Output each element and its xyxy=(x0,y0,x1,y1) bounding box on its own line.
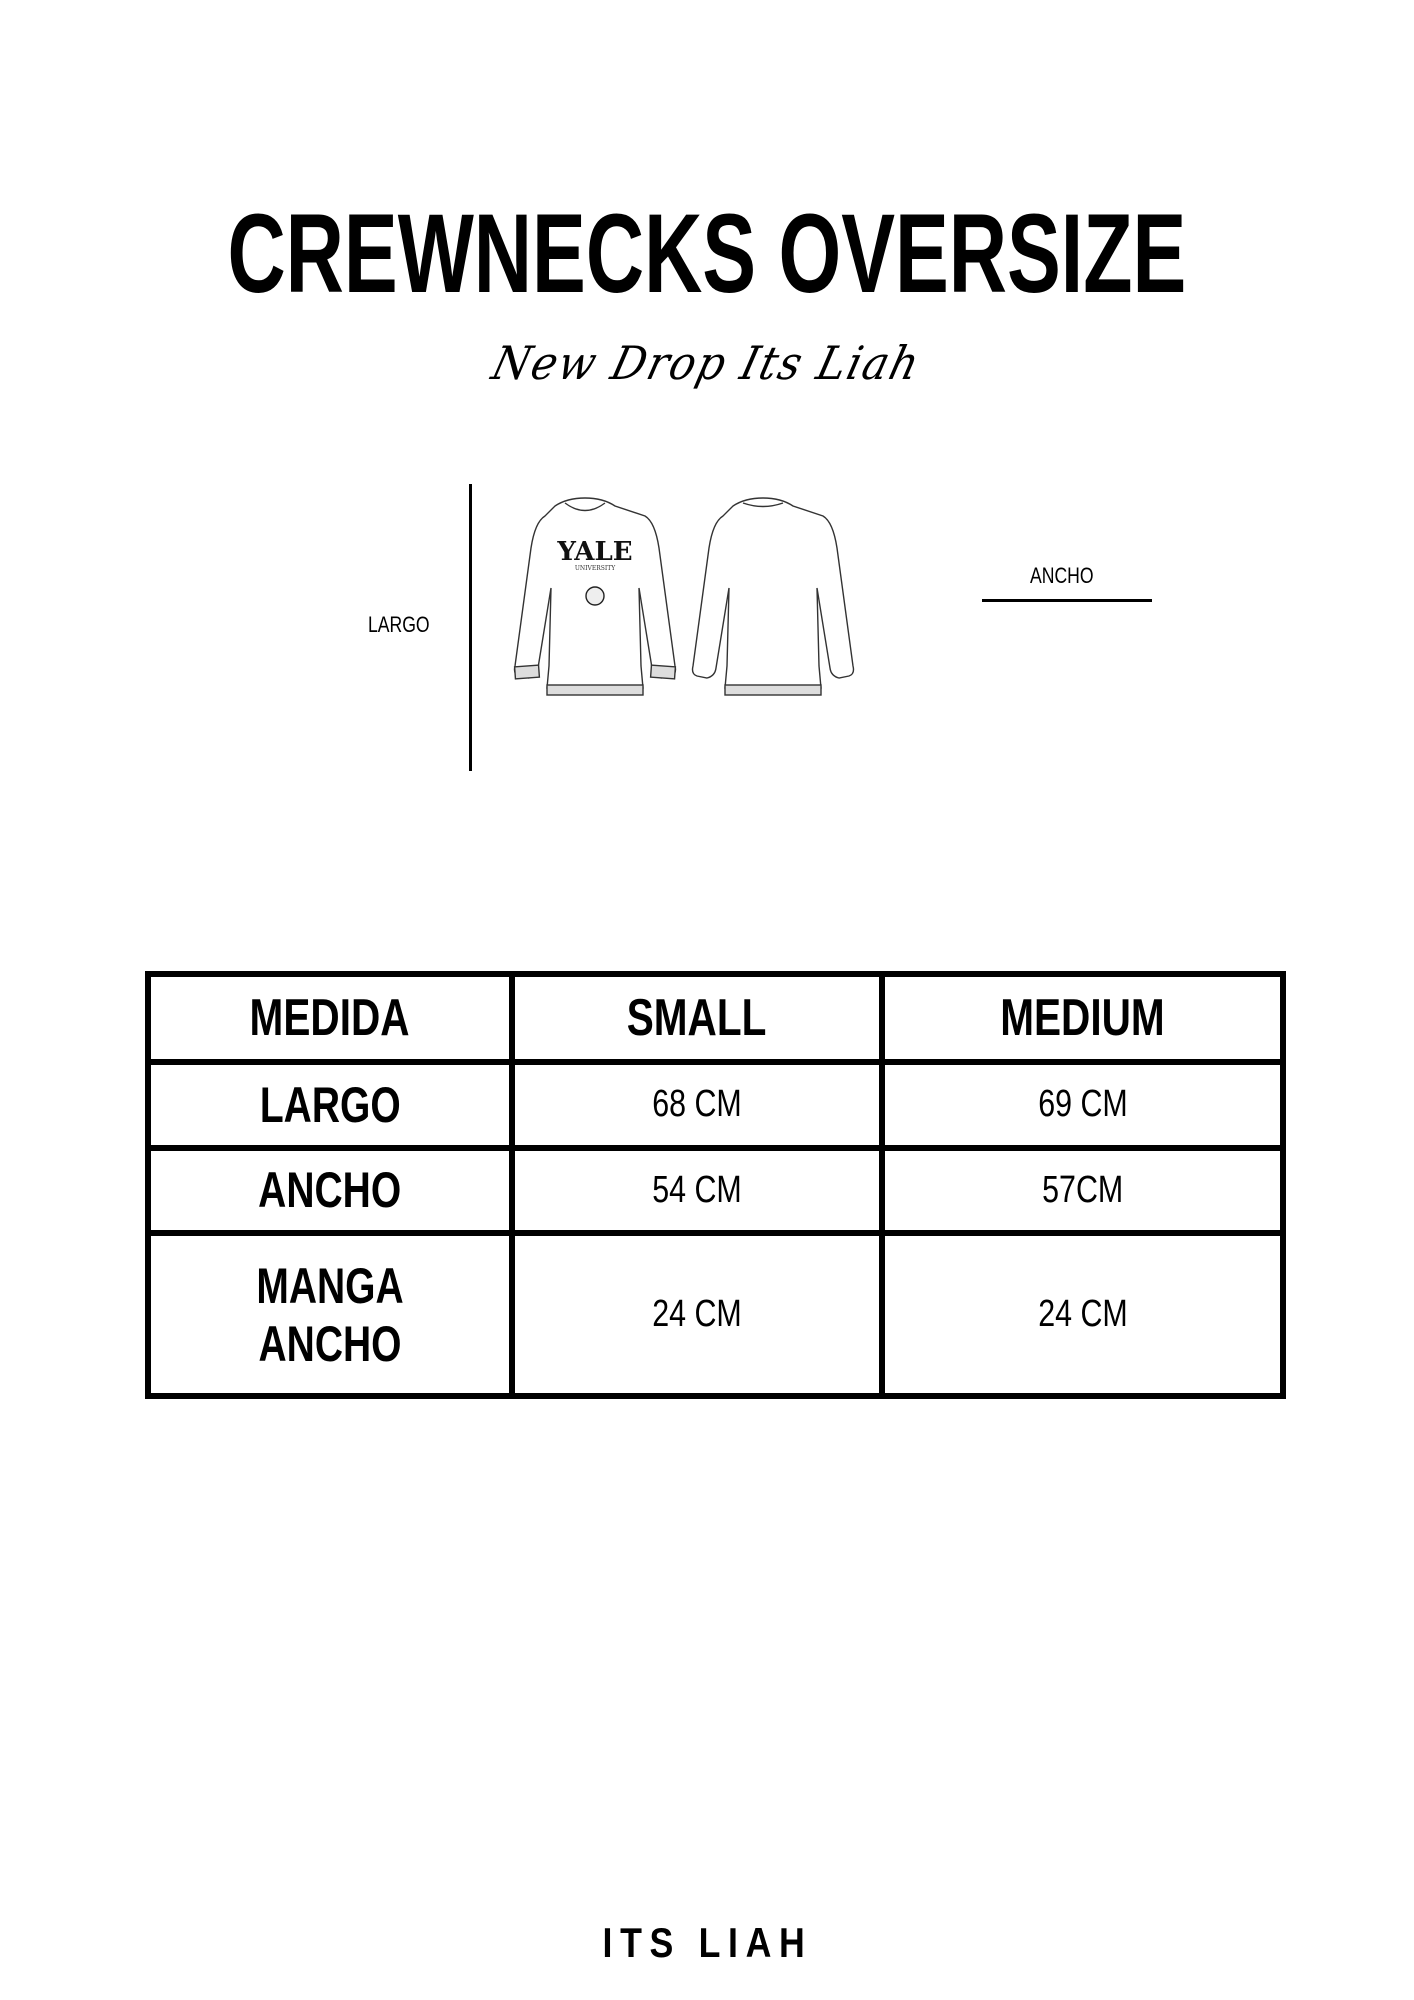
sweater-back xyxy=(693,498,854,695)
header-medida: MEDIDA xyxy=(148,974,512,1062)
row-small-value: 68 CM xyxy=(512,1062,882,1147)
row-measure: LARGO xyxy=(148,1062,512,1147)
table-header-row xyxy=(148,974,1283,1062)
table-row xyxy=(148,1233,1283,1396)
footer-brand: ITS LIAH xyxy=(602,1919,812,1966)
header-small: SMALL xyxy=(512,974,882,1062)
table-row xyxy=(148,1148,1283,1233)
largo-label: LARGO xyxy=(368,612,430,637)
university-print: UNIVERSITY xyxy=(574,565,616,572)
row-measure: MANGA ANCHO xyxy=(148,1233,512,1396)
ancho-label: ANCHO xyxy=(1030,563,1094,588)
yale-print: YALE xyxy=(557,537,633,567)
largo-measure-line xyxy=(469,484,472,771)
row-small-value: 54 CM xyxy=(512,1148,882,1233)
row-measure: ANCHO xyxy=(148,1148,512,1233)
ancho-measure-line xyxy=(982,599,1152,602)
crewneck-illustration xyxy=(495,488,915,720)
row-medium-value: 69 CM xyxy=(882,1062,1283,1147)
row-medium-value: 57CM xyxy=(882,1148,1283,1233)
page-subtitle: New Drop Its Liah xyxy=(487,336,927,390)
row-medium-value: 24 CM xyxy=(882,1233,1283,1396)
page-title: CREWNECKS OVERSIZE xyxy=(227,191,1187,316)
header-medium: MEDIUM xyxy=(882,974,1283,1062)
row-small-value: 24 CM xyxy=(512,1233,882,1396)
size-table xyxy=(145,971,1286,1399)
table-row xyxy=(148,1062,1283,1147)
sweater-front xyxy=(515,498,676,695)
